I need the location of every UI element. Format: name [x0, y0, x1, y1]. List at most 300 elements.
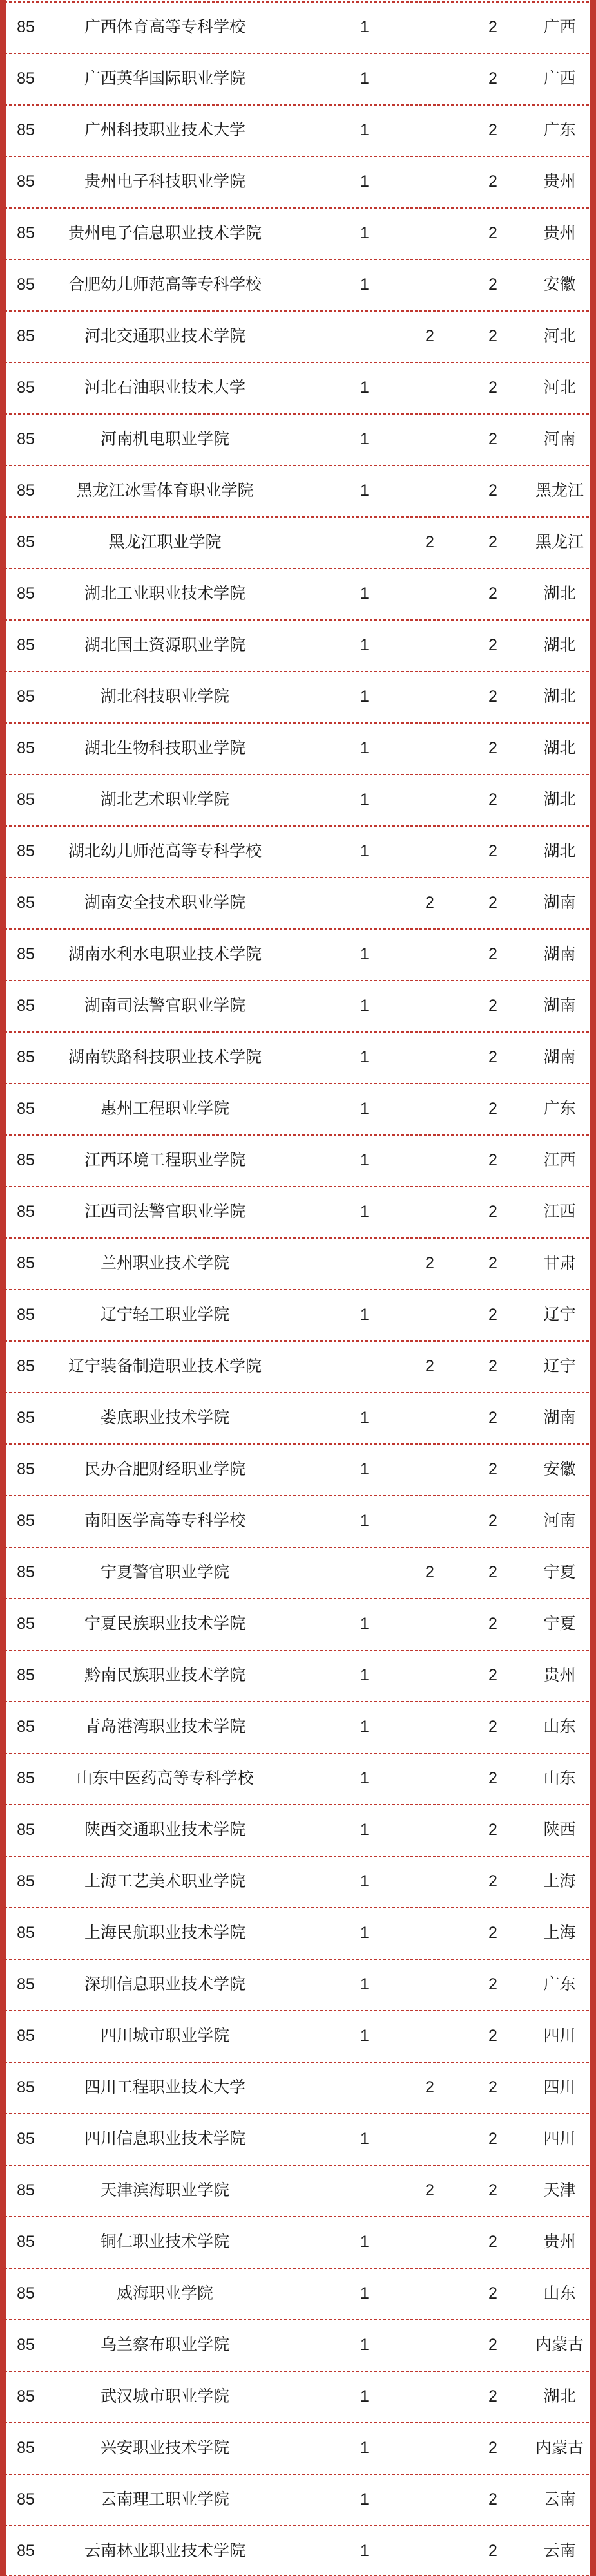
stat-col1-cell: 1: [360, 1100, 369, 1118]
stat-col3-cell: 2: [488, 997, 497, 1015]
stat-col3-cell: 2: [488, 1100, 497, 1118]
stat-col3-cell: 2: [488, 2130, 497, 2148]
stat-col2-cell: 2: [425, 2078, 434, 2096]
rank-cell: 85: [17, 2439, 35, 2457]
spacer-cell: [278, 1650, 332, 1701]
province-cell: 湖南: [543, 1048, 576, 1066]
rank-cell: 85: [17, 1821, 35, 1839]
province-cell: 湖北: [543, 636, 576, 654]
rank-cell: 85: [17, 1975, 35, 1993]
stat-col2-cell: [397, 1392, 463, 1443]
stat-col3-cell: 2: [488, 2027, 497, 2045]
stat-col2-cell: 2: [425, 533, 434, 551]
spacer-cell: [278, 671, 332, 722]
spacer-cell: [278, 413, 332, 465]
stat-col1-cell: 1: [360, 2027, 369, 2045]
table-row: [0, 2319, 596, 2371]
spacer-cell: [278, 774, 332, 825]
rank-cell: 85: [17, 2078, 35, 2096]
school-name-cell: 惠州工程职业学院: [100, 1100, 229, 1118]
stat-col1-cell: 1: [360, 2284, 369, 2302]
stat-col3-cell: 2: [488, 1512, 497, 1530]
rank-cell: 85: [17, 894, 35, 912]
stat-col1-cell: 1: [360, 1151, 369, 1169]
province-cell: 上海: [543, 1924, 576, 1942]
stat-col2-cell: 2: [425, 327, 434, 345]
stat-col2-cell: [397, 1083, 463, 1134]
rank-cell: 85: [17, 1151, 35, 1169]
province-cell: 上海: [543, 1872, 576, 1890]
spacer-cell: [278, 1083, 332, 1134]
spacer-cell: [278, 1340, 332, 1392]
stat-col3-cell: 2: [488, 2284, 497, 2302]
stat-col2-cell: [397, 825, 463, 877]
province-cell: 广西: [543, 18, 576, 36]
province-cell: 河南: [543, 430, 576, 448]
province-cell: 河北: [543, 379, 576, 397]
stat-col3-cell: 2: [488, 430, 497, 448]
table-row: [0, 1804, 596, 1856]
province-cell: 云南: [543, 2542, 576, 2560]
stat-col1-cell: 1: [360, 1872, 369, 1890]
school-name-cell: 云南林业职业技术学院: [84, 2542, 245, 2560]
school-name-cell: 上海民航职业技术学院: [84, 1924, 245, 1942]
stat-col1-cell: 1: [360, 739, 369, 757]
rank-cell: 85: [17, 327, 35, 345]
province-cell: 广东: [543, 1975, 576, 1993]
table-row: [0, 1701, 596, 1753]
table-row: [0, 1443, 596, 1495]
stat-col3-cell: 2: [488, 121, 497, 139]
rank-cell: 85: [17, 739, 35, 757]
table-row: [0, 413, 596, 465]
province-cell: 湖南: [543, 894, 576, 912]
school-name-cell: 合肥幼儿师范高等专科学校: [68, 276, 262, 294]
stat-col2-cell: 2: [425, 1357, 434, 1375]
spacer-cell: [278, 1031, 332, 1083]
stat-col1-cell: 1: [360, 1512, 369, 1530]
stat-col1-cell: 1: [360, 482, 369, 500]
stat-col2-cell: [397, 1598, 463, 1650]
stat-col1-cell: 1: [360, 997, 369, 1015]
stat-col2-cell: [397, 619, 463, 671]
stat-col2-cell: [397, 1907, 463, 1959]
stat-col3-cell: 2: [488, 1718, 497, 1736]
stat-col1-cell: 1: [360, 70, 369, 88]
stat-col2-cell: [397, 1753, 463, 1804]
stat-col3-cell: 2: [488, 1821, 497, 1839]
stat-col1-cell: 1: [360, 636, 369, 654]
spacer-cell: [278, 2268, 332, 2319]
province-cell: 湖北: [543, 842, 576, 860]
stat-col2-cell: [397, 1443, 463, 1495]
stat-col2-cell: [397, 1804, 463, 1856]
rank-cell: 85: [17, 1563, 35, 1581]
province-cell: 广西: [543, 70, 576, 88]
school-name-cell: 广西体育高等专科学校: [84, 18, 245, 36]
spacer-cell: [278, 2525, 332, 2576]
rank-cell: 85: [17, 2233, 35, 2251]
rank-cell: 85: [17, 1100, 35, 1118]
province-cell: 四川: [543, 2027, 576, 2045]
school-name-cell: 上海工艺美术职业学院: [84, 1872, 245, 1890]
stat-col1-cell: 1: [360, 2336, 369, 2354]
stat-col3-cell: 2: [488, 276, 497, 294]
stat-col1-cell: 1: [360, 1975, 369, 1993]
province-cell: 山东: [543, 2284, 576, 2302]
rank-cell: 85: [17, 945, 35, 963]
school-name-cell: 陕西交通职业技术学院: [84, 1821, 245, 1839]
stat-col1-cell: 1: [360, 945, 369, 963]
rank-cell: 85: [17, 1872, 35, 1890]
table-row: [0, 1186, 596, 1237]
spacer-cell: [278, 516, 332, 568]
rank-cell: 85: [17, 1924, 35, 1942]
stat-col1-cell: 1: [360, 842, 369, 860]
stat-col3-cell: 2: [488, 1563, 497, 1581]
table-row: [0, 1547, 596, 1598]
table-row: [0, 2165, 596, 2216]
stat-col3-cell: 2: [488, 482, 497, 500]
table-row: [0, 1031, 596, 1083]
spacer-cell: [278, 619, 332, 671]
spacer-cell: [278, 1, 332, 53]
spacer-cell: [278, 2319, 332, 2371]
table-row: [0, 104, 596, 156]
stat-col1-cell: [332, 1547, 397, 1598]
province-cell: 内蒙古: [535, 2439, 584, 2457]
stat-col1-cell: 1: [360, 18, 369, 36]
school-name-cell: 河南机电职业学院: [100, 430, 229, 448]
stat-col2-cell: 2: [425, 2181, 434, 2199]
rank-cell: 85: [17, 2181, 35, 2199]
stat-col2-cell: [397, 1856, 463, 1907]
spacer-cell: [278, 1598, 332, 1650]
school-name-cell: 广州科技职业技术大学: [84, 121, 245, 139]
table-row: [0, 568, 596, 619]
stat-col3-cell: 2: [488, 2181, 497, 2199]
table-row: [0, 774, 596, 825]
spacer-cell: [278, 1237, 332, 1289]
stat-col3-cell: 2: [488, 18, 497, 36]
spacer-cell: [278, 1392, 332, 1443]
school-name-cell: 湖北艺术职业学院: [100, 791, 229, 809]
spacer-cell: [278, 2422, 332, 2474]
rank-cell: 85: [17, 2542, 35, 2560]
province-cell: 山东: [543, 1718, 576, 1736]
spacer-cell: [278, 2113, 332, 2165]
school-name-cell: 河北石油职业技术大学: [84, 379, 245, 397]
rank-cell: 85: [17, 1254, 35, 1272]
stat-col3-cell: 2: [488, 842, 497, 860]
stat-col3-cell: 2: [488, 1460, 497, 1478]
school-name-cell: 辽宁装备制造职业技术学院: [68, 1357, 262, 1375]
spacer-cell: [278, 2165, 332, 2216]
stat-col2-cell: [397, 2474, 463, 2525]
school-name-cell: 湖南水利水电职业技术学院: [68, 945, 262, 963]
stat-col3-cell: 2: [488, 1306, 497, 1324]
rank-cell: 85: [17, 18, 35, 36]
rank-cell: 85: [17, 997, 35, 1015]
province-cell: 湖北: [543, 585, 576, 603]
stat-col1-cell: 1: [360, 1615, 369, 1633]
rank-cell: 85: [17, 2027, 35, 2045]
rank-cell: 85: [17, 2387, 35, 2405]
stat-col1-cell: 1: [360, 2387, 369, 2405]
table-row: [0, 516, 596, 568]
stat-col1-cell: [332, 2062, 397, 2113]
province-cell: 广东: [543, 121, 576, 139]
spacer-cell: [278, 877, 332, 928]
school-name-cell: 湖北生物科技职业学院: [84, 739, 245, 757]
stat-col3-cell: 2: [488, 636, 497, 654]
stat-col3-cell: 2: [488, 1924, 497, 1942]
stat-col3-cell: 2: [488, 70, 497, 88]
stat-col3-cell: 2: [488, 1048, 497, 1066]
school-name-cell: 贵州电子科技职业学院: [84, 173, 245, 191]
table-row: [0, 362, 596, 413]
stat-col1-cell: [332, 2165, 397, 2216]
spacer-cell: [278, 1753, 332, 1804]
table-row: [0, 2474, 596, 2525]
stat-col2-cell: [397, 207, 463, 259]
stat-col3-cell: 2: [488, 2387, 497, 2405]
rank-cell: 85: [17, 585, 35, 603]
stat-col2-cell: [397, 1134, 463, 1186]
stat-col2-cell: [397, 465, 463, 516]
rank-cell: 85: [17, 1357, 35, 1375]
stat-col1-cell: 1: [360, 1048, 369, 1066]
table-row: [0, 722, 596, 774]
stat-col2-cell: [397, 413, 463, 465]
stat-col1-cell: [332, 1237, 397, 1289]
province-cell: 湖北: [543, 791, 576, 809]
stat-col2-cell: [397, 980, 463, 1031]
table-row: [0, 877, 596, 928]
stat-col1-cell: 1: [360, 1666, 369, 1684]
stat-col2-cell: [397, 2371, 463, 2422]
stat-col2-cell: [397, 2525, 463, 2576]
spacer-cell: [278, 2371, 332, 2422]
stat-col2-cell: [397, 156, 463, 207]
stat-col3-cell: 2: [488, 739, 497, 757]
stat-col2-cell: [397, 2113, 463, 2165]
stat-col1-cell: 1: [360, 2490, 369, 2508]
stat-col3-cell: 2: [488, 2336, 497, 2354]
province-cell: 辽宁: [543, 1357, 576, 1375]
rank-cell: 85: [17, 1409, 35, 1427]
stat-col1-cell: 1: [360, 585, 369, 603]
table-row: [0, 207, 596, 259]
table-row: [0, 1907, 596, 1959]
stat-col2-cell: 2: [425, 1254, 434, 1272]
stat-col2-cell: [397, 928, 463, 980]
spacer-cell: [278, 1289, 332, 1340]
table-row: [0, 465, 596, 516]
school-name-cell: 辽宁轻工职业学院: [100, 1306, 229, 1324]
stat-col3-cell: 2: [488, 379, 497, 397]
stat-col2-cell: [397, 568, 463, 619]
spacer-cell: [278, 104, 332, 156]
province-cell: 黑龙江: [535, 482, 584, 500]
spacer-cell: [278, 53, 332, 104]
stat-col1-cell: 1: [360, 1306, 369, 1324]
province-cell: 宁夏: [543, 1563, 576, 1581]
table-row: [0, 1392, 596, 1443]
stat-col1-cell: [332, 516, 397, 568]
stat-col3-cell: 2: [488, 2439, 497, 2457]
province-cell: 贵州: [543, 2233, 576, 2251]
rank-cell: 85: [17, 173, 35, 191]
province-cell: 湖北: [543, 2387, 576, 2405]
stat-col3-cell: 2: [488, 1872, 497, 1890]
table-row: [0, 1598, 596, 1650]
province-cell: 湖南: [543, 997, 576, 1015]
table-row: [0, 1856, 596, 1907]
province-cell: 安徽: [543, 1460, 576, 1478]
school-name-cell: 四川城市职业学院: [100, 2027, 229, 2045]
stat-col3-cell: 2: [488, 327, 497, 345]
table-row: [0, 1134, 596, 1186]
stat-col3-cell: 2: [488, 224, 497, 242]
school-name-cell: 湖北国土资源职业学院: [84, 636, 245, 654]
school-name-cell: 江西司法警官职业学院: [84, 1203, 245, 1221]
school-name-cell: 兰州职业技术学院: [100, 1254, 229, 1272]
spacer-cell: [278, 825, 332, 877]
stat-col1-cell: 1: [360, 2439, 369, 2457]
province-cell: 河南: [543, 1512, 576, 1530]
stat-col2-cell: [397, 259, 463, 310]
stat-col2-cell: [397, 1701, 463, 1753]
rank-cell: 85: [17, 2130, 35, 2148]
stat-col3-cell: 2: [488, 1357, 497, 1375]
province-cell: 湖北: [543, 739, 576, 757]
school-name-cell: 黑龙江职业学院: [108, 533, 222, 551]
rank-cell: 85: [17, 1769, 35, 1787]
stat-col1-cell: 1: [360, 2542, 369, 2560]
school-name-cell: 宁夏警官职业学院: [100, 1563, 229, 1581]
school-name-cell: 河北交通职业技术学院: [84, 327, 245, 345]
stat-col2-cell: [397, 1495, 463, 1547]
rank-cell: 85: [17, 2490, 35, 2508]
table-row: [0, 259, 596, 310]
province-cell: 江西: [543, 1203, 576, 1221]
table-row: [0, 2216, 596, 2268]
stat-col3-cell: 2: [488, 1151, 497, 1169]
stat-col1-cell: 1: [360, 121, 369, 139]
school-name-cell: 青岛港湾职业技术学院: [84, 1718, 245, 1736]
school-name-cell: 黔南民族职业技术学院: [84, 1666, 245, 1684]
province-cell: 黑龙江: [535, 533, 584, 551]
spacer-cell: [278, 1856, 332, 1907]
stat-col1-cell: 1: [360, 1769, 369, 1787]
spacer-cell: [278, 310, 332, 362]
spacer-cell: [278, 362, 332, 413]
school-name-cell: 湖北科技职业学院: [100, 688, 229, 706]
stat-col1-cell: 1: [360, 2233, 369, 2251]
spacer-cell: [278, 1495, 332, 1547]
stat-col1-cell: 1: [360, 688, 369, 706]
stat-col3-cell: 2: [488, 688, 497, 706]
school-name-cell: 山东中医药高等专科学校: [76, 1769, 254, 1787]
table-row: [0, 980, 596, 1031]
rank-cell: 85: [17, 379, 35, 397]
stat-col2-cell: 2: [425, 894, 434, 912]
spacer-cell: [278, 207, 332, 259]
province-cell: 广东: [543, 1100, 576, 1118]
province-cell: 贵州: [543, 173, 576, 191]
school-name-cell: 武汉城市职业学院: [100, 2387, 229, 2405]
table-row: [0, 156, 596, 207]
table-row: [0, 1083, 596, 1134]
stat-col2-cell: [397, 1289, 463, 1340]
province-cell: 河北: [543, 327, 576, 345]
school-name-cell: 湖北幼儿师范高等专科学校: [68, 842, 262, 860]
rank-cell: 85: [17, 482, 35, 500]
province-cell: 陕西: [543, 1821, 576, 1839]
stat-col3-cell: 2: [488, 1203, 497, 1221]
table-row: [0, 2525, 596, 2576]
province-cell: 内蒙古: [535, 2336, 584, 2354]
stat-col1-cell: 1: [360, 379, 369, 397]
stat-col2-cell: [397, 774, 463, 825]
stat-col1-cell: 1: [360, 1409, 369, 1427]
stat-col1-cell: 1: [360, 430, 369, 448]
stat-col1-cell: 1: [360, 1924, 369, 1942]
province-cell: 天津: [543, 2181, 576, 2199]
spacer-cell: [278, 156, 332, 207]
stat-col3-cell: 2: [488, 1666, 497, 1684]
spacer-cell: [278, 1443, 332, 1495]
spacer-cell: [278, 2010, 332, 2062]
rank-cell: 85: [17, 121, 35, 139]
stat-col1-cell: [332, 1340, 397, 1392]
stat-col2-cell: [397, 1186, 463, 1237]
left-red-border: [0, 0, 6, 2576]
stat-col3-cell: 2: [488, 2233, 497, 2251]
stat-col3-cell: 2: [488, 173, 497, 191]
school-name-cell: 湖南铁路科技职业技术学院: [68, 1048, 262, 1066]
school-name-cell: 贵州电子信息职业技术学院: [68, 224, 262, 242]
spacer-cell: [278, 980, 332, 1031]
stat-col2-cell: [397, 53, 463, 104]
stat-col2-cell: [397, 2319, 463, 2371]
school-name-cell: 威海职业学院: [116, 2284, 213, 2302]
table-row: [0, 671, 596, 722]
spacer-cell: [278, 568, 332, 619]
rank-cell: 85: [17, 1666, 35, 1684]
province-cell: 湖南: [543, 1409, 576, 1427]
stat-col2-cell: [397, 2010, 463, 2062]
school-name-cell: 广西英华国际职业学院: [84, 70, 245, 88]
stat-col3-cell: 2: [488, 2542, 497, 2560]
stat-col1-cell: 1: [360, 224, 369, 242]
school-name-cell: 四川工程职业技术大学: [84, 2078, 245, 2096]
school-name-cell: 乌兰察布职业学院: [100, 2336, 229, 2354]
rank-cell: 85: [17, 430, 35, 448]
school-name-cell: 宁夏民族职业技术学院: [84, 1615, 245, 1633]
rank-cell: 85: [17, 2284, 35, 2302]
spacer-cell: [278, 1804, 332, 1856]
stat-col2-cell: [397, 1, 463, 53]
province-cell: 宁夏: [543, 1615, 576, 1633]
stat-col3-cell: 2: [488, 945, 497, 963]
province-cell: 贵州: [543, 1666, 576, 1684]
school-name-cell: 铜仁职业技术学院: [100, 2233, 229, 2251]
rank-cell: 85: [17, 1460, 35, 1478]
province-cell: 四川: [543, 2078, 576, 2096]
stat-col2-cell: [397, 362, 463, 413]
